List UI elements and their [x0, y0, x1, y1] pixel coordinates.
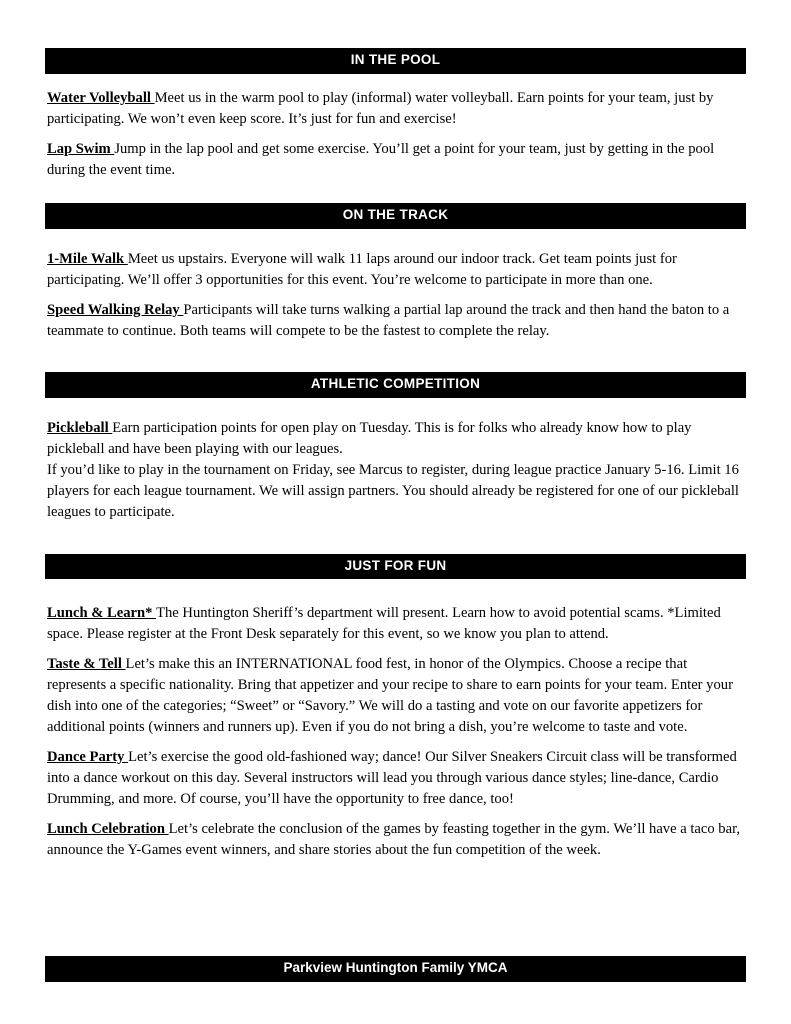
paragraph-taste-and-tell: [47, 654, 744, 738]
paragraph-text-lap-swim: Jump in the lap pool and get some exercise. You’ll get a point for your team, just by getting in the pool during the event time.: [47, 140, 715, 178]
paragraph-lead-speed-walking-relay: Speed Walking Relay: [47, 301, 184, 318]
paragraph-text-pickleball-tournament: If you’d like to play in the tournament on Friday, see Marcus to register, during league practice January 5-16. Limit 16 players for each league tournament. We will assign partners. You should already be registered for one of our pickleball leagues to participate.: [47, 461, 739, 520]
paragraph-lead-taste-and-tell: Taste & Tell: [47, 656, 126, 673]
paragraph-water-volleyball: [47, 88, 744, 130]
paragraph-text-dance-party: Let’s exercise the good old-fashioned way; dance! Our Silver Sneakers Circuit class will be transformed into a dance workout on this day. Several instructors will lead you through various dance styles; line-dance, Cardio Drumming, and more. Of course, you’ll have the opportunity to free dance, too!: [47, 749, 737, 808]
paragraph-pickleball: [47, 418, 744, 460]
paragraph-lead-lap-swim: Lap Swim: [47, 140, 115, 157]
paragraph-text-lunch-and-learn: The Huntington Sheriff’s department will present. Learn how to avoid potential scams. *Limited space. Please register at the Front Desk separately for this event, so we know you plan to attend.: [47, 605, 721, 643]
paragraph-lead-lunch-and-learn: Lunch & Learn*: [47, 605, 157, 622]
section-body-just-for-fun: [45, 603, 746, 861]
paragraph-text-speed-walking-relay: Participants will take turns walking a partial lap around the track and then hand the baton to a teammate to continue. Both teams will compete to be the fastest to complete the relay.: [47, 301, 730, 339]
paragraph-pickleball-tournament: [47, 460, 744, 523]
section-header-just-for-fun: JUST FOR FUN: [45, 554, 746, 580]
paragraph-text-lunch-celebration: Let’s celebrate the conclusion of the games by feasting together in the gym. We’ll have a taco bar, announce the Y-Games event winners, and share stories about the fun competition of the week.: [47, 821, 741, 859]
paragraph-lead-pickleball: Pickleball: [47, 419, 113, 436]
section-header-athletic-competition: ATHLETIC COMPETITION: [45, 372, 746, 398]
paragraph-lead-one-mile-walk: 1-Mile Walk: [47, 250, 128, 267]
paragraph-lead-lunch-celebration: Lunch Celebration: [47, 821, 169, 838]
paragraph-lead-dance-party: Dance Party: [47, 749, 129, 766]
paragraph-text-water-volleyball: Meet us in the warm pool to play (informal) water volleyball. Earn points for your team, just by participating. We won’t even keep score. It’s just for fun and exercise!: [47, 89, 714, 127]
paragraph-lead-water-volleyball: Water Volleyball: [47, 89, 155, 106]
paragraph-text-taste-and-tell: Let’s make this an INTERNATIONAL food fest, in honor of the Olympics. Choose a recipe that represents a specific nationality. Bring that appetizer and your recipe to share to earn points for your team. Enter your dish into one of the categories; “Sweet” or “Savory.” We will do a tasting and vote on our favorite appetizers for additional points (winners and runners up). Even if you do not bring a dish, you’re welcome to taste and vote.: [47, 656, 733, 736]
paragraph-lunch-celebration: [47, 819, 744, 861]
section-body-athletic-competition: [45, 418, 746, 523]
paragraph-lunch-and-learn: [47, 603, 744, 645]
section-header-on-the-track: ON THE TRACK: [45, 203, 746, 229]
section-header-in-the-pool: IN THE POOL: [45, 48, 746, 74]
paragraph-speed-walking-relay: [47, 300, 744, 342]
paragraph-dance-party: [47, 747, 744, 810]
paragraph-text-pickleball: Earn participation points for open play on Tuesday. This is for folks who already know how to play pickleball and have been playing with our leagues.: [47, 419, 692, 457]
paragraph-lap-swim: [47, 139, 744, 181]
paragraph-text-one-mile-walk: Meet us upstairs. Everyone will walk 11 laps around our indoor track. Get team points just for participating. We’ll offer 3 opportunities for this event. You’re welcome to participate in more than one.: [47, 250, 677, 288]
footer-bar: Parkview Huntington Family YMCA: [45, 956, 746, 982]
section-body-on-the-track: [45, 249, 746, 342]
section-body-in-the-pool: [45, 88, 746, 181]
paragraph-one-mile-walk: [47, 249, 744, 291]
